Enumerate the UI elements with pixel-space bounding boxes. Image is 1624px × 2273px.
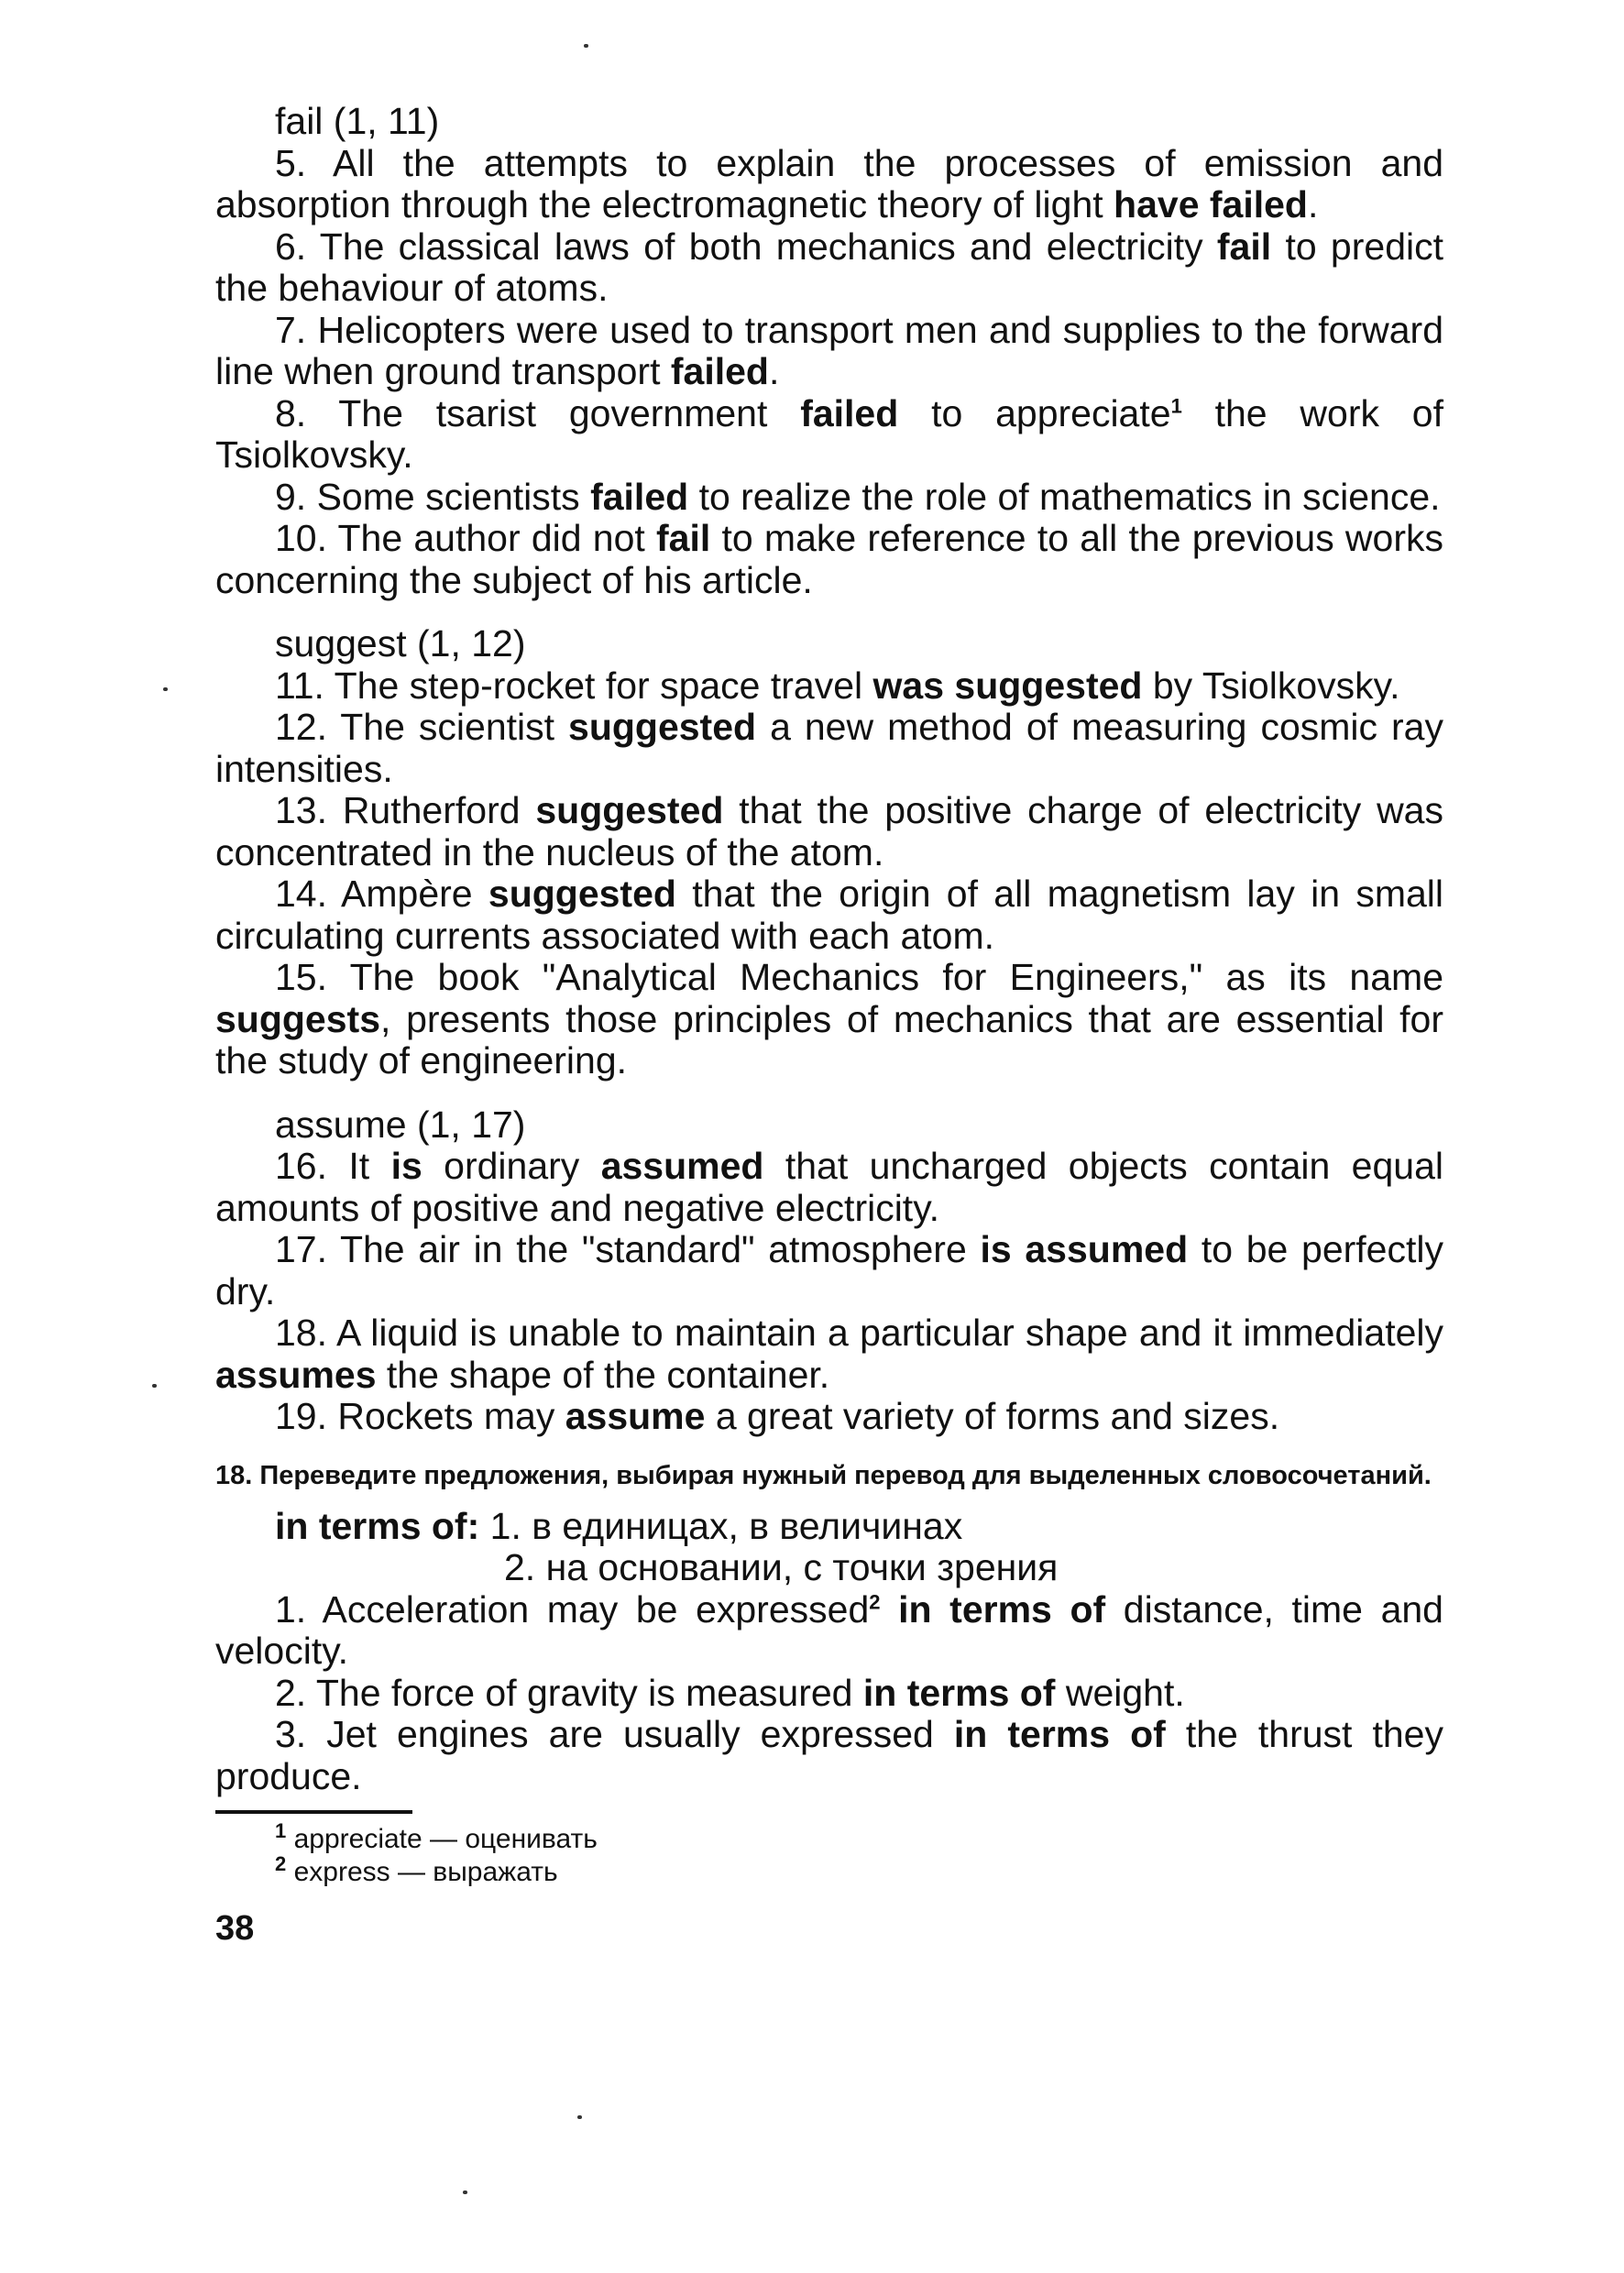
footnote-ref-2: 2 (869, 1589, 881, 1613)
sentence-14: 14. Ampère suggested that the origin of all magnetism lay in small circulating currents associated with each atom. (215, 873, 1443, 957)
sentence-17: 17. The air in the "standard" atmosphere is assumed to be perfectly dry. (215, 1228, 1443, 1312)
sentence-6: 6. The classical laws of both mechanics and electricity fail to predict the behaviour of atoms. (215, 225, 1443, 309)
section-heading-assume: assume (1, 17) (275, 1103, 526, 1146)
sentence-19: 19. Rockets may assume a great variety of forms and sizes. (275, 1395, 1280, 1437)
scan-speck (163, 687, 168, 691)
sentence-7: 7. Helicopters were used to transport men and supplies to the forward line when ground transport failed. (215, 308, 1443, 392)
scan-speck (463, 2191, 467, 2194)
sentence-13: 13. Rutherford suggested that the positive charge of electricity was concentrated in the nucleus of the atom. (215, 789, 1443, 873)
sentence-10: 10. The author did not fail to make reference to all the previous works concerning the subject of his article. (215, 517, 1443, 601)
section-heading-fail: fail (1, 11) (275, 100, 440, 142)
term-meaning-1: 1. в единицах, в величинах (479, 1504, 963, 1547)
exercise-sentence-1: 1. Acceleration may be expressed$^2$ in terms of distance, time and velocity. (215, 1587, 1443, 1672)
exercise-sentence-2: 2. The force of gravity is measured in terms of weight. (275, 1671, 1185, 1714)
section-heading-suggest: suggest (1, 12) (275, 622, 526, 664)
exercise-sentence-3: 3. Jet engines are usually expressed in terms of the thrust they produce. (215, 1713, 1443, 1797)
term-label: in terms of: (275, 1504, 480, 1547)
sentence-9: 9. Some scientists failed to realize the role of mathematics in science. (275, 475, 1441, 518)
sentence-5: 5. All the attempts to explain the processes of emission and absorption through the electromagnetic theory of light have failed. (215, 141, 1443, 225)
page-number: 38 (215, 1909, 255, 1948)
exercise-instruction: 18. Переведите предложения, выбирая нужный перевод для выделенных словосочетаний. (215, 1460, 1432, 1490)
page-body (215, 101, 1443, 1949)
footnote-divider (215, 1810, 412, 1814)
term-meaning-2: 2. на основании, с точки зрения (504, 1546, 1059, 1588)
footnote-2: $^2$ express — выражать (275, 1852, 558, 1887)
scan-speck (152, 1384, 157, 1388)
sentence-8: 8. The tsarist government failed to appreciate$^1$ the work of Tsiolkovsky. (215, 391, 1443, 476)
sentence-15: 15. The book "Analytical Mechanics for Engineers," as its name suggests, presents those principles of mechanics that are essential for the study of engineering. (215, 956, 1443, 1082)
sentence-12: 12. The scientist suggested a new method of measuring cosmic ray intensities. (215, 706, 1443, 790)
footnote-ref-1: 1 (1170, 393, 1182, 417)
sentence-16: 16. It is ordinary assumed that uncharged objects contain equal amounts of positive and negative electricity. (215, 1145, 1443, 1229)
term-line (275, 1506, 1443, 1548)
scan-speck (577, 2115, 582, 2119)
scan-speck (584, 44, 588, 48)
sentence-18: 18. A liquid is unable to maintain a particular shape and it immediately assumes the shape of the container. (215, 1312, 1443, 1396)
sentence-11: 11. The step-rocket for space travel was suggested by Tsiolkovsky. (275, 664, 1400, 707)
footnote-1: $^1$ appreciate — оценивать (275, 1819, 598, 1854)
